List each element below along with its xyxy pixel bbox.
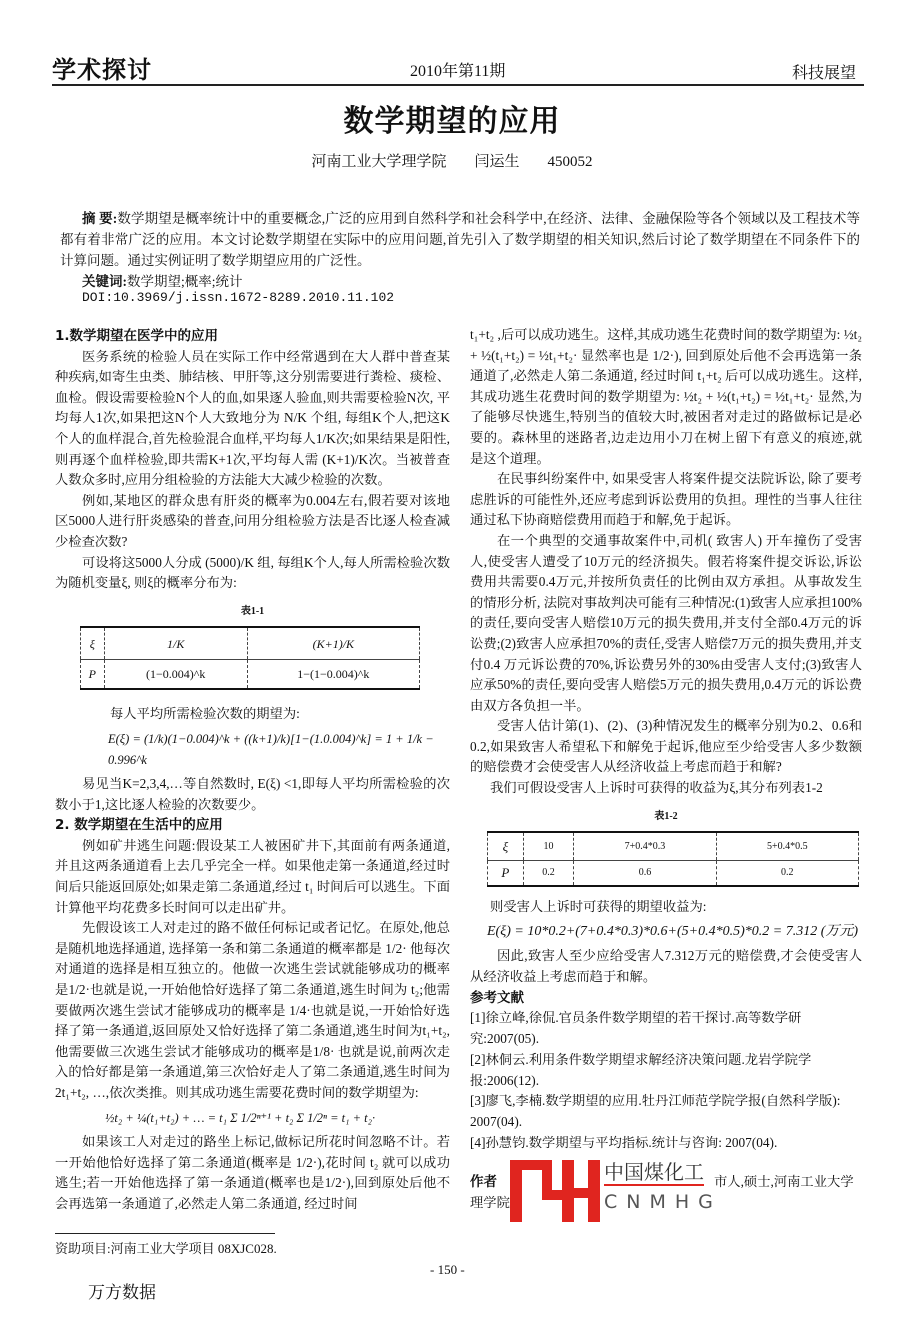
section2-para5: 在一个典型的交通事故案件中,司机( 致害人) 开车撞伤了受害人,使受害人遭受了10万元的经济损失。假若将案件提交诉讼,诉讼费用共需要0.4万元,并按所负责任的比例由双方承担。从事故发生的情形分析, 法院对事故判决可能有三种情况:(1)致害人应承担100%的责任,要向受害人赔偿10万元的损失费用,并支付全部0.4万元的诉讼费;(2)致害人应承担70%的责任,受害人赔偿7万元的损失费用,并支付0.4 万元诉讼费的70%,诉讼费另外的30%由受害人支付;(3)致害人应承50%的责任,要向受害人赔偿5万元的损失费用,0.4万元的诉讼费由双方各负担一半。	[470, 532, 862, 713]
section2-para2: 先假设该工人对走过的路不做任何标记或者记忆。在原处,他总是随机地选择通道, 选择第一条和第二条通道的概率都是 1/2· 他每次对通道的选择是相互独立的。他做一次逃生尝试就能够成功的概率是1/2·也就是说,一开始他恰好选择了第二条通道,逃生时间为 t₂;他需要做两次逃生尝试才能够成功的概率是 1/4·也就是说,一开始恰好选择了第一条通道,返回原处又恰好选择了第二条通道,逃生时间为t₁+t₂,他需要做三次逃生尝试才能够成功的概率是1/8· 也就是说,前两次走入的恰好都是第一条通道,第三次恰好走人了第二条通道,逃生时间为 2t₁+t₂, …,依次类推。则其成功逃生需要花费时间的数学期望为:	[55, 920, 450, 1100]
references-list	[470, 1008, 862, 1154]
author-note-label: 作者	[470, 1173, 497, 1190]
table-cell: 0.2	[716, 860, 858, 886]
paper-title: 数学期望的应用	[343, 104, 561, 139]
table-row	[488, 860, 859, 886]
references-heading: 参考文献	[470, 989, 524, 1006]
table-1-2	[487, 831, 859, 887]
section2-para7: 我们可假设受害人上诉时可获得的收益为ξ,其分布列表1-2	[490, 780, 823, 796]
section2-para1: 例如矿井逃生问题:假设某工人被困矿井下,其面前有两条通道, 并且这两条通道看上去几乎完全一样。如果他走第一条通道,经过时间后只能返回原处;如果走第二条通道,经过 t₁ 时间后可以逃生。下面计算他平均花费多长时间可以走出矿井。	[55, 837, 450, 915]
table-cell: 10	[523, 832, 574, 860]
reference-item: [4]孙慧钧.数学期望与平均指标.统计与咨询: 2007(04).	[470, 1135, 778, 1150]
keywords	[82, 270, 243, 290]
section2-para4: 在民事纠纷案件中, 如果受害人将案件提交法院诉讼, 除了要考虑胜诉的可能性外,还应考虑到诉讼费用的负担。理性的当事人往往通过私下协商赔偿费用而趋于和解,免于起诉。	[470, 471, 862, 528]
section1-para2: 例如,某地区的群众患有肝炎的概率为0.004左右,假若要对该地区5000人进行肝炎感染的普查,问用分组检验方法是否比逐人检查减少检查次数?	[55, 492, 450, 549]
author-note-text: 市人,硕士,河南工业大学	[714, 1173, 854, 1189]
section2-formula1: ½t₂ + ¼(t₁+t₂) + … = t₁ Σ 1/2ⁿ⁺¹ + t₂ Σ 1/2ⁿ = t₁ + t₂·	[105, 1110, 376, 1125]
table-row	[81, 627, 420, 659]
section2-para6: 受害人估计第(1)、(2)、(3)种情况发生的概率分别为0.2、0.6和0.2,如果致害人希望私下和解免于起诉,他应至少给受害人多少数额的赔偿费才会使受害人从经济收益上考虑而趋于和解?	[470, 718, 862, 775]
section2-para8: 则受害人上诉时可获得的期望收益为:	[490, 899, 707, 915]
table-cell: 0.6	[574, 860, 716, 886]
header-section-label: 学术探讨	[52, 56, 152, 84]
table-cell: 7+0.4*0.3	[574, 832, 716, 860]
author-name: 闫运生	[474, 154, 520, 170]
table-cell: 5+0.4*0.5	[716, 832, 858, 860]
section1-para4: 每人平均所需检验次数的期望为:	[110, 706, 300, 722]
section2-para3: 如果该工人对走过的路坐上标记,做标记所花时间忽略不计。若一开始他恰好选择了第二条通道(概率是 1/2·),花时间 t₂ 就可以成功逃生;若一开始他选择了第一条通道(概率也是1/2·),回到原处后他不会再选第一条通道了,必然走人第二条通道, 经过时间	[55, 1134, 450, 1211]
header-issue: 2010年第11期	[410, 63, 506, 80]
table-cell: 1/K	[104, 627, 247, 659]
author-note-text2: 理学院	[470, 1194, 510, 1210]
reference-item: [1]徐立峰,徐侃.官员条件数学期望的若干探讨.高等数学研究:2007(05).	[470, 1010, 802, 1047]
table-1-1	[80, 626, 420, 690]
reference-item: [2]林侗云.利用条件数学期望求解经济决策问题.龙岩学院学报:2006(12).	[470, 1051, 812, 1088]
table-row	[81, 659, 420, 689]
table-row	[488, 832, 859, 860]
affiliation: 河南工业大学理学院	[311, 154, 447, 170]
doi: DOI:10.3969/j.issn.1672-8289.2010.11.102	[82, 290, 395, 305]
source-label: 万方数据	[88, 1283, 156, 1303]
author-note	[470, 1159, 862, 1218]
section2-heading: 2. 数学期望在生活中的应用	[55, 817, 223, 834]
left-column	[55, 326, 450, 1215]
table-cell: P	[488, 860, 524, 886]
table1-caption: 表1-1	[240, 605, 265, 617]
section1-para3: 可设将这5000人分成 (5000)/K 组, 每组K个人,每人所需检验次数为随机变量ξ, 则ξ的概率分布为:	[55, 554, 450, 591]
header-rule	[52, 84, 864, 86]
table-cell: P	[81, 659, 105, 689]
table-cell: (1−0.004)^k	[104, 659, 247, 689]
section1-heading: 1.数学期望在医学中的应用	[55, 328, 219, 344]
watermark-cn-text: 中国煤化工	[604, 1159, 704, 1184]
page-number: - 150 -	[430, 1262, 465, 1277]
table-cell: ξ	[488, 832, 524, 860]
watermark-en-text: CNMHG	[604, 1190, 722, 1213]
section1-formula: E(ξ) = (1/k)(1−0.004)^k + ((k+1)/k)[1−(1.0.004)^k] = 1 + 1/k − 0.996^k	[108, 731, 434, 767]
section2-formula2: E(ξ) = 10*0.2+(7+0.4*0.3)*0.6+(5+0.4*0.5)*0.2 = 7.312 (万元)	[487, 923, 859, 939]
postcode: 450052	[547, 154, 593, 170]
header-journal: 科技展望	[792, 65, 857, 82]
funding-note: 资助项目:河南工业大学项目 08XJC028.	[55, 1241, 277, 1256]
footnote-rule	[55, 1233, 275, 1234]
table-cell: ξ	[81, 627, 105, 659]
section2-para3-cont: t₁+t₂ ,后可以成功逃生。这样,其成功逃生花费时间的数学期望为: ½t₂ + ½(t₁+t₂) = ½t₁+t₂· 显然率也是 1/2·), 回到原处后他不会再选第一条通道了,必然走人第二条通道, 经过时间 t₁+t₂ 后可以成功逃生。这样,其成功逃生花费时间的数学期望为: ½t₂ + ½(t₁+t₂) = ½t₁+t₂· 显然,为了能够尽快逃生,特别当的值较大时,被困者对走过的路做标记是必要的。森林里的迷路者,边走边用小刀在树上留下有意义的痕迹,就是这个道理。	[470, 327, 862, 466]
reference-item: [3]廖飞,李楠.数学期望的应用.牡丹江师范学院学报(自然科学版): 2007(04).	[470, 1093, 841, 1130]
table-cell: 0.2	[523, 860, 574, 886]
author-line	[0, 150, 904, 171]
table-cell: 1−(1−0.004)^k	[247, 659, 419, 689]
section1-para1: 医务系统的检验人员在实际工作中经常遇到在大人群中普查某种疾病,如寄生虫类、肺结核、甲肝等,这分别需要进行粪检、痰检、血检。假设需要检验N个人的血,如果逐人验血,则共需要检验N次, 平均每人1次,如果把这N个人大致地分为 N/K 个组, 每组K个人,把这K个人的血样混合,首先检验混合血样,平均每人1/K次;如果结果是阳性,则再逐个血样检验,即共需K+1次,平均每人需 (K+1)/K次。当被普查人数众多时,应用分组检验的方法能大大减少检验的次数。	[55, 348, 450, 488]
table-cell: (K+1)/K	[247, 627, 419, 659]
abstract-text: 数学期望是概率统计中的重要概念,广泛的应用到自然科学和社会科学中,在经济、法律、金融保险等各个领域以及工程技术等都有着非常广泛的应用。本文讨论数学期望在实际中的应用问题,首先引入了数学期望的相关知识,然后讨论了数学期望在不同条件下的计算问题。通过实例证明了数学期望应用的广泛性。	[60, 211, 860, 268]
section2-para9: 因此,致害人至少应给受害人7.312万元的赔偿费,才会使受害人从经济收益上考虑而趋于和解。	[470, 948, 862, 985]
section1-para5: 易见当K=2,3,4,…等自然数时, E(ξ) <1,即每人平均所需检验的次数小于1,这比逐人检验的次数要少。	[55, 776, 450, 812]
watermark-logo-icon	[510, 1160, 600, 1222]
abstract	[60, 208, 860, 271]
right-column	[470, 325, 862, 1218]
keywords-label: 关键词:	[82, 274, 127, 289]
table2-caption: 表1-2	[654, 810, 678, 822]
abstract-label: 摘 要:	[82, 211, 118, 226]
keywords-text: 数学期望;概率;统计	[127, 274, 243, 289]
